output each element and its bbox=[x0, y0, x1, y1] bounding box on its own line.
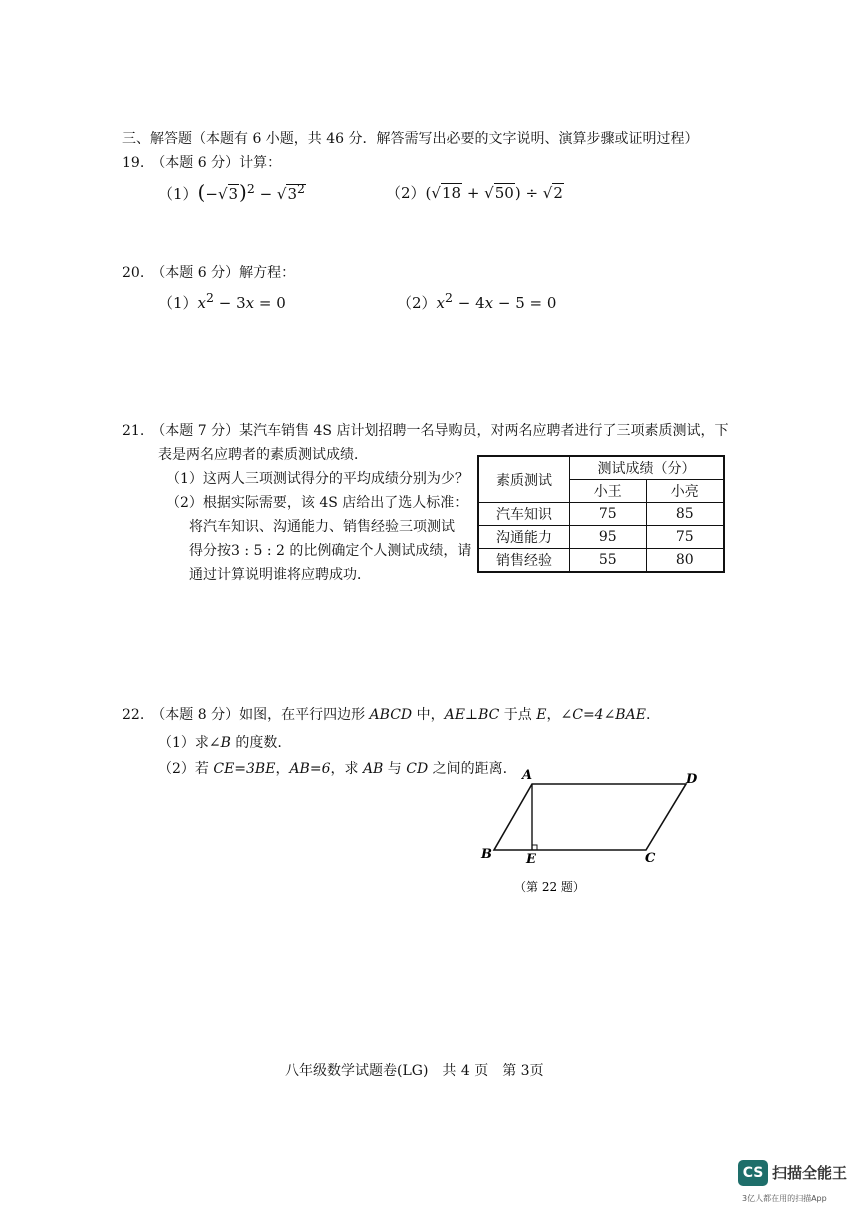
table-row bbox=[478, 526, 724, 549]
q22-sub2-text: ，求 bbox=[330, 761, 363, 777]
figure-caption: （第 22 题） bbox=[514, 880, 585, 894]
q21-line1: 21. （本题 7 分）某汽车销售 4S 店计划招聘一名导购员，对两名应聘者进行了三项素质测试，下 bbox=[122, 423, 729, 439]
scanner-brand-name: 扫描全能王 bbox=[772, 1164, 848, 1182]
q22-e: E bbox=[536, 707, 547, 723]
q22-sub1-var: B bbox=[220, 735, 231, 751]
q22-stem-text: 中， bbox=[412, 707, 445, 723]
table-item-cell: 销售经验 bbox=[478, 549, 570, 573]
q22-angle-relation: ∠C=4∠BAE bbox=[560, 707, 646, 723]
scanner-logo-icon: CS bbox=[738, 1160, 768, 1186]
q22-sub2-text: 与 bbox=[383, 761, 407, 777]
label-c: C bbox=[645, 851, 656, 866]
table-item-cell: 汽车知识 bbox=[478, 503, 570, 526]
q19-part1 bbox=[158, 180, 306, 204]
label-b: B bbox=[481, 847, 492, 862]
q20-stem: 20. （本题 6 分）解方程： bbox=[122, 265, 296, 281]
q21-sub2-line4: 通过计算说明谁将应聘成功． bbox=[189, 567, 371, 583]
q22-sub2-var: AB bbox=[362, 761, 384, 777]
table-score-cell: 85 bbox=[646, 503, 724, 526]
table-row bbox=[478, 503, 724, 526]
table-row bbox=[478, 456, 724, 480]
parallelogram-figure bbox=[478, 765, 718, 900]
q22-sub1-text: 的度数. bbox=[230, 735, 282, 751]
q22-stem bbox=[122, 704, 650, 724]
q20-part1 bbox=[158, 290, 286, 313]
q19-part1-label: （1） bbox=[158, 185, 198, 203]
table-score-cell: 95 bbox=[570, 526, 647, 549]
q22-sub2-text: 之间的距离. bbox=[428, 761, 508, 777]
q22-stem-text: 22. （本题 8 分）如图，在平行四边形 bbox=[122, 707, 370, 723]
q19-part1-expr: $(-√3)^2 - √3^2$ bbox=[197, 180, 305, 204]
scanner-tagline: 3亿人都在用的扫描App bbox=[742, 1194, 827, 1203]
q20-part2-label: （2） bbox=[397, 294, 437, 312]
q21-line2: 表是两名应聘者的素质测试成绩． bbox=[158, 447, 368, 463]
q22-sub1-text: （1）求∠ bbox=[158, 735, 221, 751]
q22-sub2-text: （2）若 bbox=[158, 761, 214, 777]
q21-sub2-line3: 得分按3 : 5 : 2 的比例确定个人测试成绩，请 bbox=[189, 543, 472, 559]
score-table bbox=[477, 455, 725, 573]
table-score-cell: 75 bbox=[570, 503, 647, 526]
q22-abcd: ABCD bbox=[369, 707, 413, 723]
label-e: E bbox=[526, 852, 536, 867]
table-score-cell: 75 bbox=[646, 526, 724, 549]
table-score-cell: 80 bbox=[646, 549, 724, 573]
q19-part2 bbox=[386, 182, 564, 203]
q22-sub2-text: ， bbox=[275, 761, 290, 777]
q20-part1-label: （1） bbox=[158, 294, 198, 312]
q22-stem-text: 于点 bbox=[499, 707, 537, 723]
q21-sub2: （2）根据实际需要，该 4S 店给出了选人标准： bbox=[166, 495, 469, 511]
q22-sub2-var: AB=6 bbox=[289, 761, 331, 777]
q22-stem-text: ， bbox=[546, 707, 561, 723]
q21-sub1: （1）这两人三项测试得分的平均成绩分别为少？ bbox=[166, 471, 469, 487]
q19-stem: 19. （本题 6 分）计算： bbox=[122, 155, 282, 171]
table-item-cell: 沟通能力 bbox=[478, 526, 570, 549]
label-d: D bbox=[686, 772, 698, 787]
q22-sub2-var: CE=3BE bbox=[213, 761, 276, 777]
label-a: A bbox=[522, 768, 533, 783]
page-footer: 八年级数学试题卷(LG) 共 4 页 第 3页 bbox=[285, 1063, 544, 1079]
q22-sub2 bbox=[158, 758, 507, 778]
q19-part2-expr: (√18 + √50) ÷ √2 bbox=[425, 184, 563, 202]
q20-part2 bbox=[397, 290, 556, 313]
q19-part2-label: （2） bbox=[386, 184, 426, 202]
q22-sub2-var: CD bbox=[406, 761, 429, 777]
table-group-header: 测试成绩（分） bbox=[570, 456, 725, 480]
q22-stem-text: . bbox=[645, 707, 651, 723]
q20-part2-expr: $x^2 - 4x - 5 = 0$ bbox=[436, 290, 557, 312]
table-candidate-header: 小王 bbox=[570, 480, 647, 503]
table-score-cell: 55 bbox=[570, 549, 647, 573]
table-corner-header: 素质测试 bbox=[478, 456, 570, 503]
parallelogram-abcd bbox=[494, 784, 686, 850]
section-header: 三、解答题（本题有 6 小题，共 46 分．解答需写出必要的文字说明、演算步骤或证明过程） bbox=[122, 131, 699, 147]
table-candidate-header: 小亮 bbox=[646, 480, 724, 503]
q22-sub1 bbox=[158, 732, 282, 752]
q22-ae-bc: AE⊥BC bbox=[444, 707, 500, 723]
q21-sub2-line2: 将汽车知识、沟通能力、销售经验三项测试 bbox=[189, 519, 455, 535]
table-row bbox=[478, 549, 724, 573]
q20-part1-expr: $x^2 - 3x = 0$ bbox=[197, 290, 286, 312]
